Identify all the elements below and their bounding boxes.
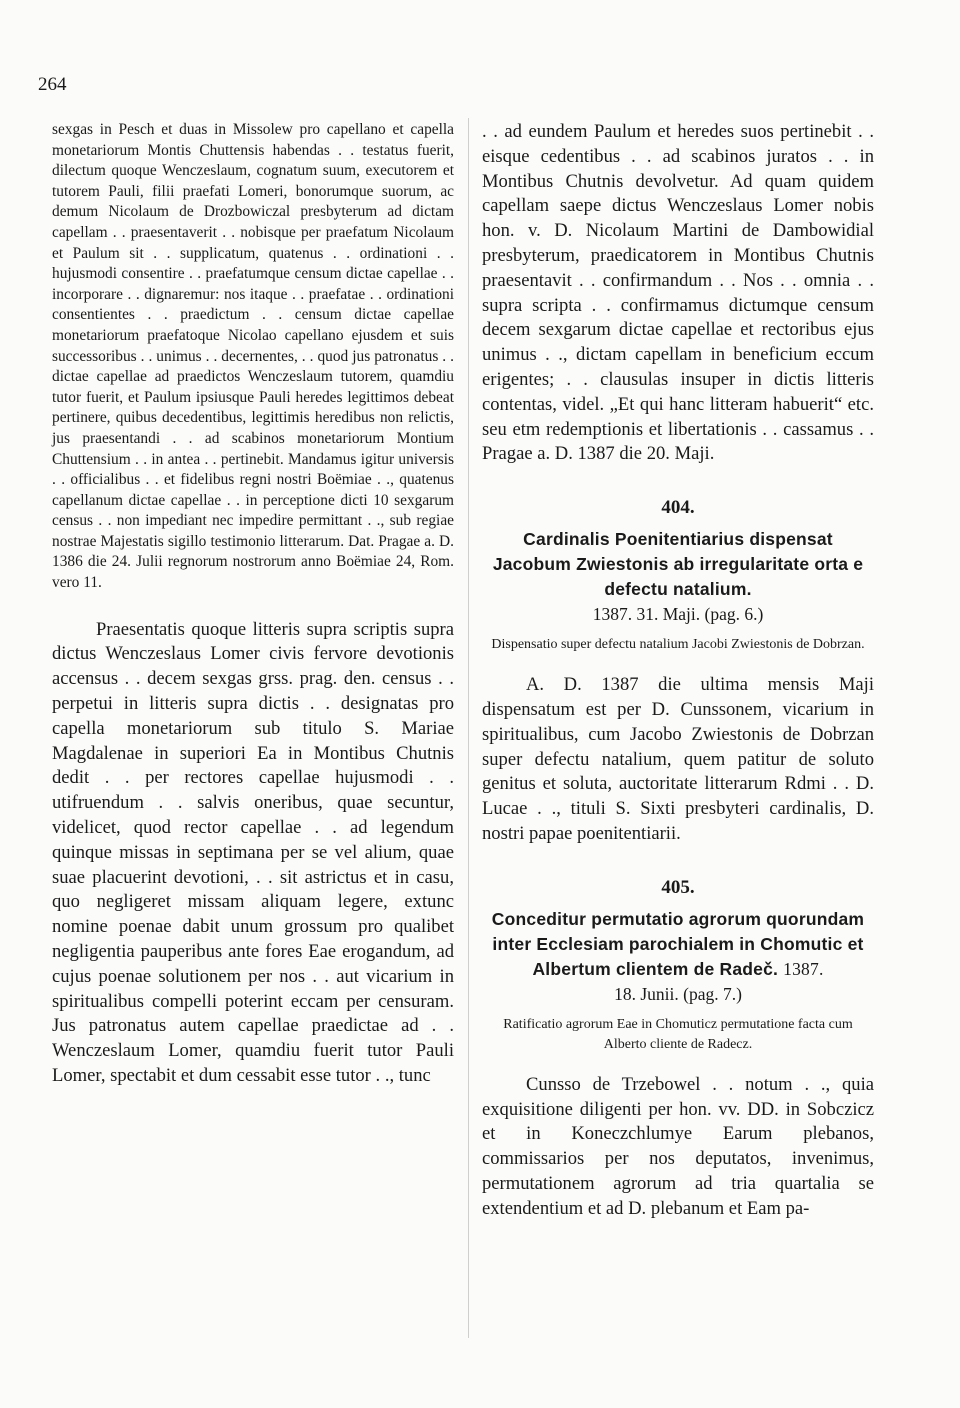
charter-text-large: Praesentatis quoque litteris supra scriptis supra dictus Wenczeslaus Lomer civis fervore devotionis accensus . . decem sexgas grss. prag. den. census . . perpetui in litteris supra dictis . . designatas pro capella monetariorum sub titulo S. Mariae Magdalenae in superiori Ea in Montibus Chutnis dedit . . per rectores capellae hujusmodi . . utifruendum . . salvis oneribus, quae secuntur, videlicet, quod rector capellae . . ad legendum quinque missas in septimana per se vel alium, quae suae placuerint devotioni, . . sit astrictus et in casu, quo negligeret missam aliquam legere, extunc nomine poenae dabit unum grossum pro qualibet negligentia pauperibus ante fores Eae erogandum, ad cujus poenae solutionem per nos . . aut vicarium in spiritualibus compelli poterint eccam per censuram. Jus patronatus autem capellae praedictae ad . . Wenczeslaum Lomer, quamdiu fuerit tutor Pauli Lomer, spectabit et dum cessabit esse tutor . ., tunc — [52, 618, 454, 1086]
doc-title-405-text: Conceditur permutatio agrorum quorundam inter Ecclesiam parochialem in Chomutic et Albertum clientem de Radeč. — [491, 908, 865, 979]
right-column — [482, 120, 874, 1222]
doc-regest-405: Ratificatio agrorum Eae in Chomuticz permutatione facta cum Alberto cliente de Radecz. — [503, 1016, 853, 1052]
doc-regest-404: Dispensatio super defectu natalium Jacobi Zwiestonis de Dobrzan. — [491, 637, 865, 653]
left-column — [52, 120, 454, 1089]
document-404 — [482, 497, 874, 847]
doc-date-404: 1387. 31. Maji. (pag. 6.) — [592, 604, 764, 625]
doc-text-404: A. D. 1387 die ultima mensis Maji dispensatum est per D. Cunssonem, vicarium in spiritualibus, cum Jacobo Zwiestonis de Dobrzan super defectu natalium, quem patitur de soluto genitus et soluta, auctoritate litterarum Rdmi . . D. Lucae . ., tituli S. Sixti presbyteri cardinalis, D. nostri papae poenitentiarii. — [482, 674, 874, 844]
doc-title-405-year: 1387. — [783, 958, 824, 979]
page-number: 264 — [38, 74, 67, 95]
column-rule — [468, 118, 469, 1338]
doc-title-405 — [482, 907, 874, 982]
doc-number-405: 405. — [661, 876, 695, 898]
document-405 — [482, 877, 874, 1222]
doc-number-404: 404. — [661, 497, 695, 519]
doc-text-405: Cunsso de Trzebowel . . notum . ., quia exquisitione diligenti per hon. vv. DD. in Sobczicz et in Koneczchlumye Earum plebanos, commissarios per nos deputatos, invenimus, permutationem agrorum ad tria quartalia se extendentium et ad D. plebanum et Eam pa- — [482, 1073, 874, 1219]
charter-continuation: . . ad eundem Paulum et heredes suos pertinebit . . eisque cedentibus . . ad scabinos juratos . . in Montibus Chutnis devolvetur. Ad quam quidem capellam saepe dictus Wenczeslaus Lomer nobis hon. v. D. Nicolaum Martini de Dambowidial presbyterum, praedicatorem in Montibus Chutnis praesentavit . . confirmandum . . Nos . . omnia . . supra scripta . . confirmamus dictumque censum decem sexgarum dictae capellae et rectoribus ejus unimus . ., dictam capellam in beneficium eccum erigentes; . . clausulas insuper in dictis litteris contentas, videl. „Et qui hanc litteram habuerit“ etc. seu etm redemptionis et libertationis . . cassamus . . Pragae a. D. 1387 die 20. Maji. — [482, 121, 874, 465]
doc-title-404: Cardinalis Poenitentiarius dispensat Jacobum Zwiestonis ab irregularitate orta e defectu natalium. — [492, 529, 864, 600]
doc-date-405: 18. Junii. (pag. 7.) — [614, 983, 742, 1004]
charter-text-small: sexgas in Pesch et duas in Missolew pro capellano et capella monetariorum Montis Chuttensis habendas . . testatus fuerit, dilectum quoque Wenczeslaum, cognatum suum, executorem et tutorem Pauli, filii praefati Lomeri, bonorumque suorum, ac demum Nicolaum de Drozbowiczal presbyterum ad dictam capellam . . praesentaverit . . nobisque per praefatum Nicolaum et Paulum sit . . supplicatum, quatenus . . ordinationi . . hujusmodi consentire . . praefatumque censum dictae capellae . . incorporare . . dignaremur: nos itaque . . praefatae . . ordinationi consentientes . . praedictum . . censum dictae capellae monetariorum praefatoque Nicolao capellano ejusdem et suis successoribus . . unimus . . decernentes, . . quod jus patronatus . . dictae capellae ad praedictos Wenczeslaum tutorem, quamdiu tutor fuerit, et Paulum ipsiusque Pauli heredes legittimos debeat pertinere, quibus decedentibus, legittimis heredibus non relictis, jus praesentandi . . ad scabinos monetariorum Montium Chuttensium . . in antea . . pertinebit. Mandamus igitur universis . . officialibus . . et fidelibus regni nostri Boëmiae . ., quatenus capellanum dictae capellae . . in perceptione dicti 10 sexgarum census . . non impediant nec impedire permittant . ., sub regiae nostrae Majestatis sigillo testimonio litterarum. Dat. Pragae a. D. 1386 die 24. Julii regnorum nostrorum anno Boëmiae 24, Rom. vero 11. — [52, 121, 454, 592]
